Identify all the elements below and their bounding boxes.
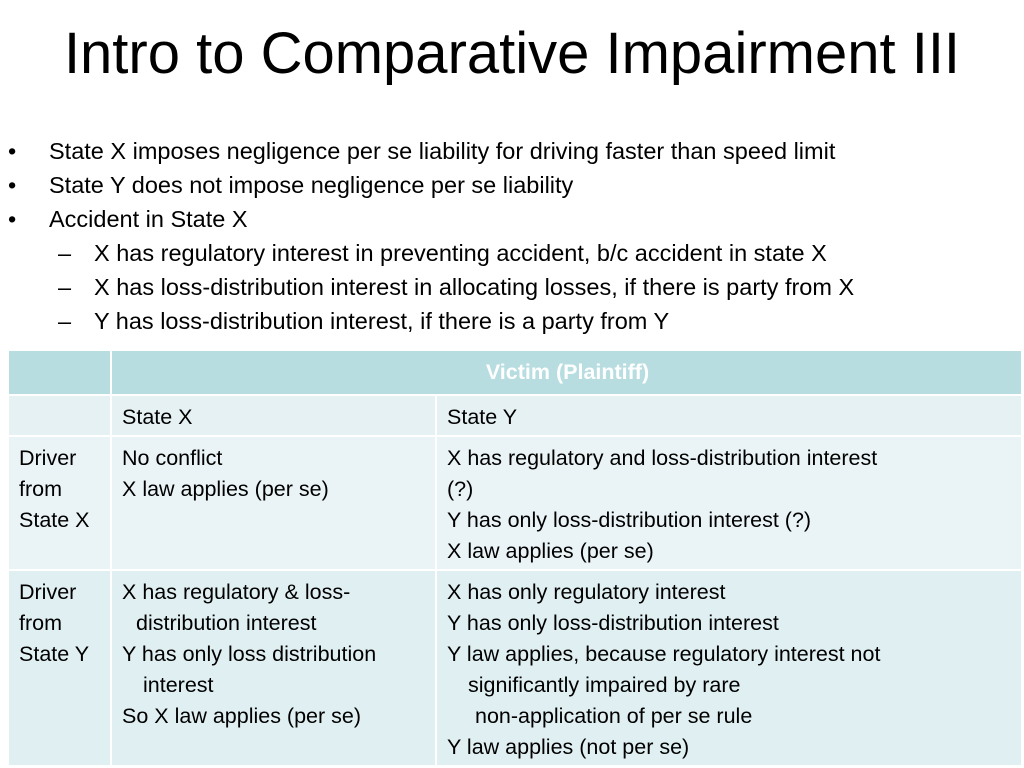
sub-bullet-text: Y has loss-distribution interest, if there is a party from Y [94, 308, 670, 334]
bullet-item [8, 202, 854, 236]
slide-title: Intro to Comparative Impairment III [63, 21, 961, 86]
cell-line: non-application of per se rule [475, 704, 753, 728]
cell-line: (?) [447, 477, 474, 501]
sub-bullet-mark: – [58, 240, 72, 266]
cell-line: So X law applies (per se) [122, 704, 361, 728]
table-row [8, 436, 1022, 570]
cell-line: X has regulatory and loss-distribution interest [447, 446, 878, 470]
bullet-mark: • [8, 138, 17, 164]
cell-line: Y law applies, because regulatory interest not [447, 642, 881, 666]
cell-driver-x-victim-y [436, 436, 1022, 570]
column-state-y: State Y [436, 395, 1022, 436]
cell-line: X has regulatory & loss- [122, 580, 351, 604]
cell-line: Y has only loss distribution [122, 642, 377, 666]
table-subheader-row [8, 395, 1022, 436]
bullet-text: State X imposes negligence per se liability for driving faster than speed limit [49, 138, 836, 164]
sub-bullet-text: X has regulatory interest in preventing accident, b/c accident in state X [94, 240, 827, 266]
cell-line: X has only regulatory interest [447, 580, 726, 604]
sub-bullet-item [8, 304, 854, 338]
cell-line: Y has only loss-distribution interest [447, 611, 779, 635]
sub-bullet-text: X has loss-distribution interest in allocating losses, if there is party from X [94, 274, 855, 300]
bullet-item [8, 168, 854, 202]
cell-line: No conflict [122, 446, 223, 470]
header-corner-cell [8, 350, 111, 395]
row-label-line: from [19, 611, 62, 635]
bullet-list [8, 134, 854, 338]
column-state-x: State X [111, 395, 436, 436]
row-label-line: from [19, 477, 62, 501]
cell-line: distribution interest [136, 611, 317, 635]
row-label-line: Driver [19, 580, 77, 604]
bullet-text: Accident in State X [49, 206, 248, 232]
row-label-driver-state-x [8, 436, 111, 570]
cell-line: X law applies (per se) [447, 539, 654, 563]
cell-line: Y has only loss-distribution interest (?) [447, 508, 812, 532]
cell-driver-y-victim-x [111, 570, 436, 766]
sub-bullet-mark: – [58, 308, 72, 334]
cell-line: significantly impaired by rare [468, 673, 741, 697]
cell-driver-x-victim-x [111, 436, 436, 570]
sub-bullet-item [8, 270, 854, 304]
row-label-line: Driver [19, 446, 77, 470]
bullet-mark: • [8, 172, 17, 198]
sub-bullet-item [8, 236, 854, 270]
cell-line: X law applies (per se) [122, 477, 329, 501]
bullet-item [8, 134, 854, 168]
cell-line: Y law applies (not per se) [447, 735, 690, 759]
subheader-corner-cell [8, 395, 111, 436]
comparison-table [7, 349, 1023, 767]
table-row [8, 570, 1022, 766]
row-label-line: State X [19, 508, 90, 532]
row-label-driver-state-y [8, 570, 111, 766]
bullet-text: State Y does not impose negligence per se liability [49, 172, 574, 198]
cell-line: interest [143, 673, 214, 697]
row-label-line: State Y [19, 642, 90, 666]
victim-header-cell: Victim (Plaintiff) [111, 350, 1022, 395]
sub-bullet-mark: – [58, 274, 72, 300]
table-header-row [8, 350, 1022, 395]
cell-driver-y-victim-y [436, 570, 1022, 766]
bullet-mark: • [8, 206, 17, 232]
